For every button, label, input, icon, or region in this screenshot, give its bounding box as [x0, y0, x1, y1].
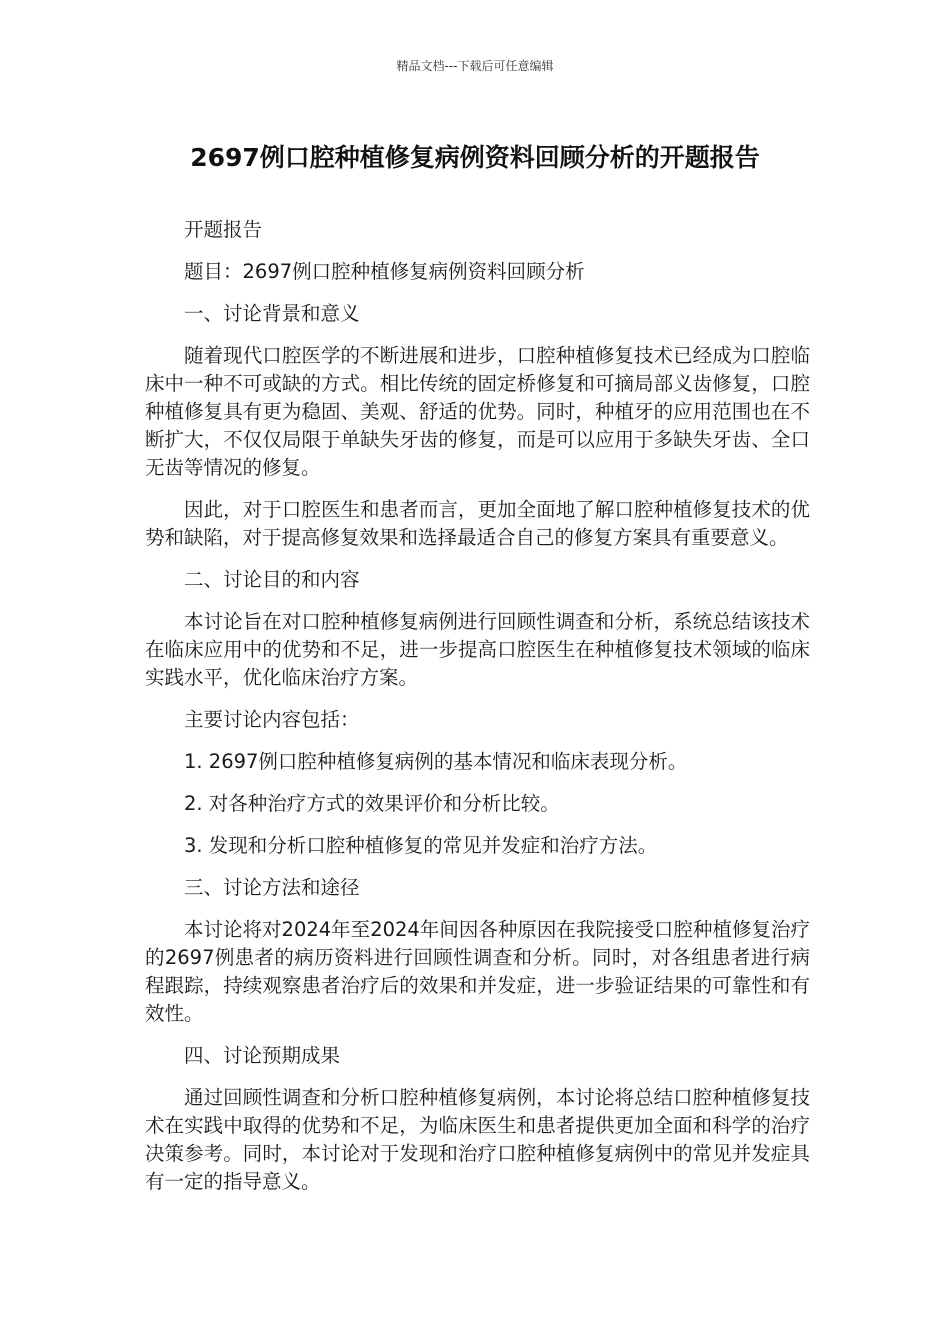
report-topic: 题目：2697例口腔种植修复病例资料回顾分析 — [184, 260, 585, 283]
body-paragraph: 本讨论旨在对口腔种植修复病例进行回顾性调查和分析，系统总结该技术在临床应用中的优势和不足，进一步提高口腔医生在种植修复技术领域的临床实践水平，优化临床治疗方案。 — [145, 610, 810, 689]
document-title: 2697例口腔种植修复病例资料回顾分析的开题报告 — [190, 143, 760, 172]
section-heading-2: 二、讨论目的和内容 — [184, 568, 360, 591]
body-paragraph: 因此，对于口腔医生和患者而言，更加全面地了解口腔种植修复技术的优势和缺陷，对于提高修复效果和选择最适合自己的修复方案具有重要意义。 — [145, 498, 810, 549]
body-paragraph: 本讨论将对2024年至2024年间因各种原因在我院接受口腔种植修复治疗的2697例患者的病历资料进行回顾性调查和分析。同时，对各组患者进行病程跟踪，持续观察患者治疗后的效果和并发症，进一步验证结果的可靠性和有效性。 — [145, 918, 810, 1025]
body-paragraph: 随着现代口腔医学的不断进展和进步，口腔种植修复技术已经成为口腔临床中一种不可或缺的方式。相比传统的固定桥修复和可摘局部义齿修复，口腔种植修复具有更为稳固、美观、舒适的优势。同时，种植牙的应用范围也在不断扩大，不仅仅局限于单缺失牙齿的修复，而是可以应用于多缺失牙齿、全口无齿等情况的修复。 — [145, 344, 810, 479]
section-heading-1: 一、讨论背景和意义 — [184, 302, 360, 325]
document-body — [145, 216, 810, 1196]
section-heading-4: 四、讨论预期成果 — [184, 1044, 341, 1067]
list-item: 2. 对各种治疗方式的效果评价和分析比较。 — [184, 792, 560, 815]
section-heading-3: 三、讨论方法和途径 — [184, 876, 360, 899]
page-header-note: 精品文档---下载后可任意编辑 — [396, 59, 554, 73]
list-item: 1. 2697例口腔种植修复病例的基本情况和临床表现分析。 — [184, 750, 688, 773]
report-label: 开题报告 — [184, 218, 263, 241]
body-paragraph: 通过回顾性调查和分析口腔种植修复病例，本讨论将总结口腔种植修复技术在实践中取得的优势和不足，为临床医生和患者提供更加全面和科学的治疗决策参考。同时，本讨论对于发现和治疗口腔种植修复病例中的常见并发症具有一定的指导意义。 — [145, 1086, 810, 1193]
list-intro: 主要讨论内容包括： — [184, 708, 360, 731]
list-item: 3. 发现和分析口腔种植修复的常见并发症和治疗方法。 — [184, 834, 658, 857]
